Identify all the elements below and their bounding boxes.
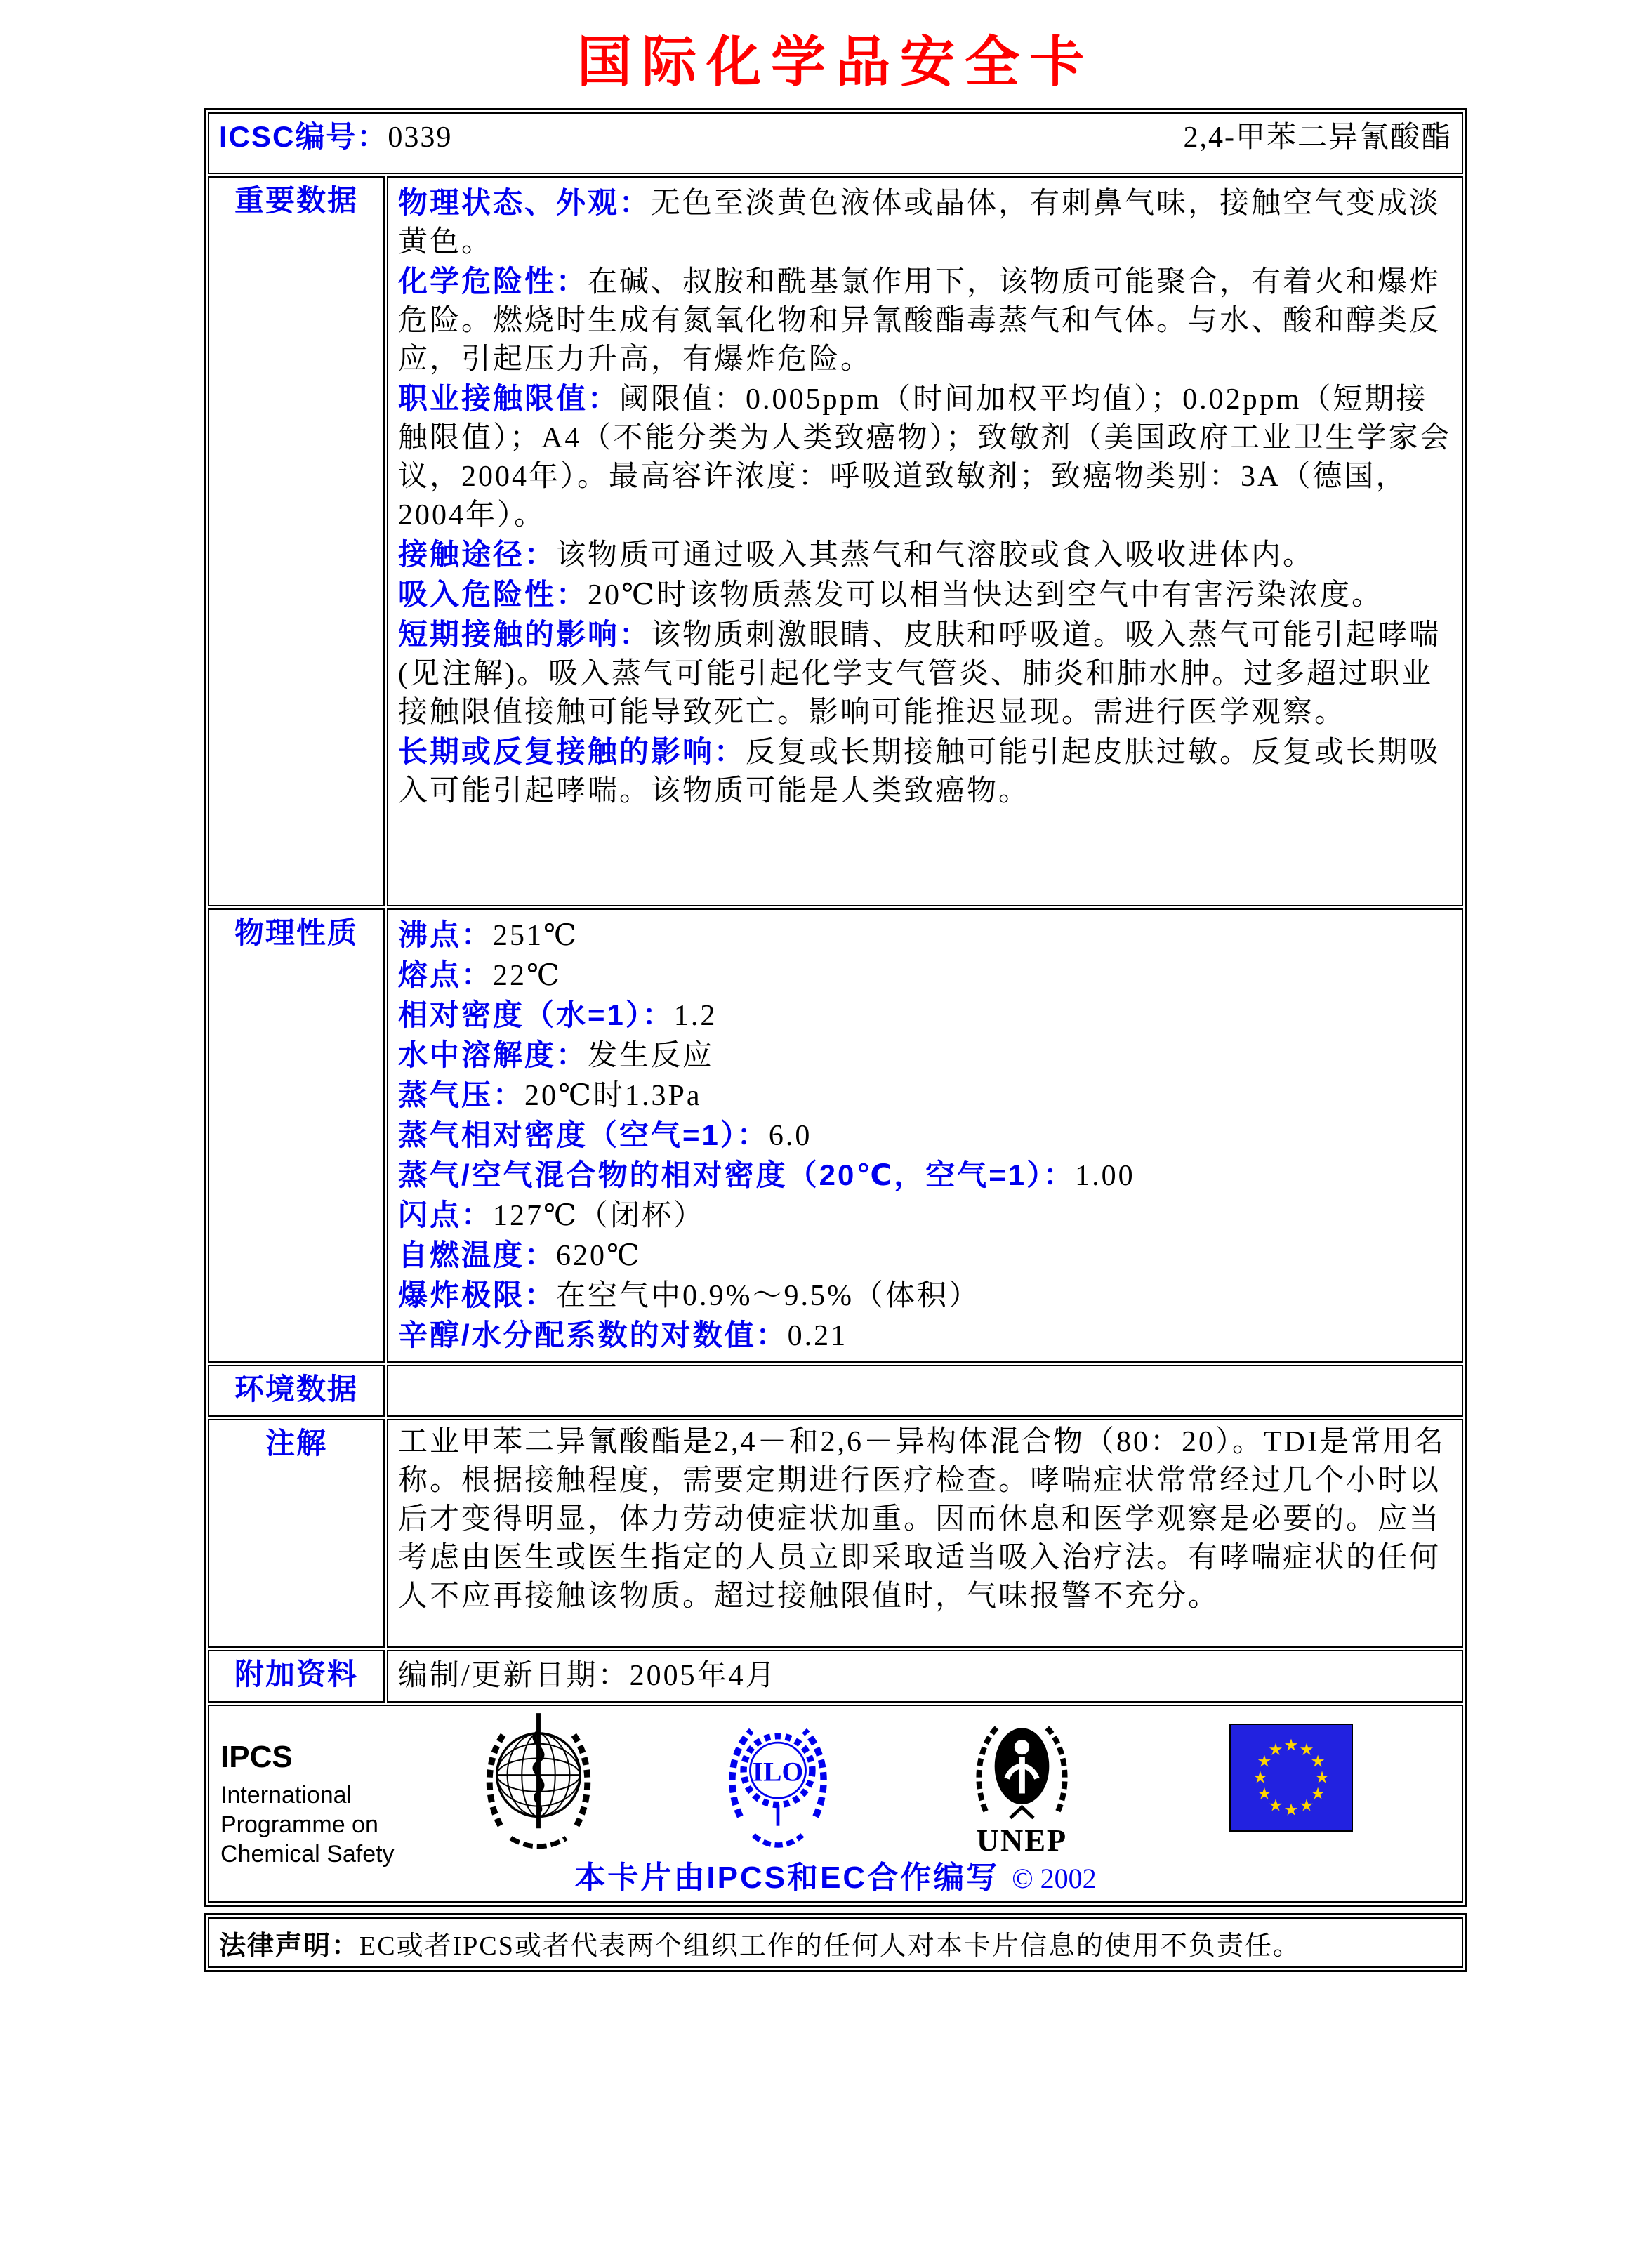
- property-label: 自燃温度：: [398, 1238, 557, 1271]
- ilo-logo-icon: [722, 1712, 834, 1855]
- logos-cell: [208, 1705, 1463, 1903]
- environment-data-row: [208, 1365, 1463, 1417]
- field-label: 物理状态、外观：: [398, 186, 652, 219]
- environment-data-content: [387, 1365, 1463, 1417]
- icsc-number-value: 0339: [388, 121, 453, 154]
- field-label: 化学危险性：: [398, 265, 588, 298]
- legal-text: EC或者IPCS或者代表两个组织工作的任何人对本卡片信息的使用不负责任。: [359, 1931, 1301, 1961]
- property-line: [398, 1196, 1452, 1236]
- field-label: 短期接触的影响：: [398, 618, 652, 651]
- collaboration-line: [209, 1852, 1462, 1897]
- field-label: 吸入危险性：: [398, 578, 588, 611]
- icsc-card-table: [204, 108, 1467, 1907]
- property-line: [398, 915, 1452, 956]
- property-value: 在空气中0.9%～9.5%（体积）: [556, 1280, 980, 1312]
- property-value: 620℃: [556, 1240, 642, 1272]
- ilo-logo-letters: ILO: [752, 1756, 804, 1787]
- property-value: 127℃（闭杯）: [493, 1200, 705, 1232]
- data-item: [398, 615, 1452, 732]
- ipcs-line: Programme on: [220, 1811, 378, 1838]
- legal-row: [208, 1917, 1463, 1968]
- property-label: 相对密度（水=1）：: [398, 998, 674, 1031]
- property-line: [398, 1116, 1452, 1156]
- important-data-content: [387, 176, 1463, 906]
- ipcs-text-block: [220, 1738, 395, 1869]
- ipcs-acronym: IPCS: [220, 1740, 293, 1774]
- property-label: 熔点：: [398, 958, 494, 991]
- property-label: 爆炸极限：: [398, 1278, 557, 1311]
- icsc-number-label: ICSC编号：: [219, 120, 388, 153]
- field-label: 接触途径：: [398, 538, 557, 571]
- data-item: [398, 575, 1452, 615]
- legal-table: [204, 1913, 1467, 1972]
- field-value: 该物质刺激眼睛、皮肤和呼吸道。吸入蒸气可能引起哮喘(见注解)。吸入蒸气可能引起化学支气管炎、肺炎和肺水肿。过多超过职业接触限值接触可能导致死亡。影响可能推迟显现。需进行医学观察。: [398, 619, 1441, 729]
- property-line: [398, 1036, 1452, 1076]
- property-line: [398, 1276, 1452, 1316]
- property-value: 发生反应: [588, 1040, 715, 1072]
- field-value: 反复或长期接触可能引起皮肤过敏。反复或长期吸入可能引起哮喘。该物质可能是人类致癌物。: [398, 736, 1441, 807]
- field-label: 职业接触限值：: [398, 382, 620, 415]
- additional-info-content: [387, 1650, 1463, 1703]
- header-row: [208, 112, 1463, 174]
- property-value: 1.00: [1075, 1160, 1135, 1192]
- chemical-name: 2,4-甲苯二异氰酸酯: [1183, 121, 1452, 154]
- header-cell: [208, 112, 1463, 174]
- field-label: 长期或反复接触的影响：: [398, 735, 746, 768]
- data-item: [398, 262, 1452, 379]
- physical-properties-row: [208, 908, 1463, 1363]
- unep-logo-icon: [964, 1709, 1080, 1858]
- property-line: [398, 1076, 1452, 1116]
- property-value: 6.0: [768, 1120, 812, 1152]
- who-logo-icon: [480, 1709, 597, 1855]
- property-value: 251℃: [493, 920, 579, 952]
- card-container: [204, 0, 1467, 1972]
- notes-content: [387, 1419, 1463, 1648]
- row-label-important-data: 重要数据: [208, 176, 385, 906]
- property-value: 1.2: [673, 1000, 718, 1032]
- field-value: 该物质可通过吸入其蒸气和气溶胶或食入吸收进体内。: [556, 539, 1315, 571]
- notes-row: [208, 1419, 1463, 1648]
- property-label: 水中溶解度：: [398, 1038, 588, 1071]
- ipcs-line: Chemical Safety: [220, 1841, 395, 1867]
- data-item: [398, 732, 1452, 811]
- icsc-number-group: [219, 114, 452, 156]
- important-data-row: [208, 176, 1463, 906]
- field-value: 无色至淡黄色液体或晶体，有刺鼻气味，接触空气变成淡黄色。: [398, 187, 1441, 258]
- ipcs-line: International: [220, 1782, 352, 1809]
- collaboration-text: 本卡片由IPCS和EC合作编写: [574, 1860, 1000, 1895]
- field-value: 20℃时该物质蒸发可以相当快达到空气中有害污染浓度。: [588, 579, 1384, 612]
- unep-logo-letters: UNEP: [976, 1823, 1068, 1858]
- row-label-notes: 注解: [208, 1419, 385, 1648]
- notes-text: 工业甲苯二异氰酸酯是2,4－和2,6－异构体混合物（80：20）。TDI是常用名称。根据接触程度，需要定期进行医疗检查。哮喘症状常常经过几个小时以后才变得明显，体力劳动使症状加重。因而休息和医学观察是必要的。应当考虑由医生或医生指定的人员立即采取适当吸入治疗法。有哮喘症状的任何人不应再接触该物质。超过接触限值时，气味报警不充分。: [398, 1426, 1446, 1613]
- logos-row: [208, 1705, 1463, 1903]
- property-line: [398, 996, 1452, 1036]
- legal-cell: [208, 1917, 1463, 1968]
- field-value: 在碱、叔胺和酰基氯作用下，该物质可能聚合，有着火和爆炸危险。燃烧时生成有氮氧化物和异氰酸酯毒蒸气和气体。与水、酸和醇类反应，引起压力升高，有爆炸危险。: [398, 266, 1441, 376]
- property-label: 辛醇/水分配系数的对数值：: [398, 1318, 788, 1351]
- legal-head: 法律声明：: [219, 1931, 360, 1961]
- property-label: 蒸气/空气混合物的相对密度（20℃，空气=1）：: [398, 1158, 1076, 1191]
- property-line: [398, 1156, 1452, 1196]
- additional-info-row: [208, 1650, 1463, 1703]
- data-item: [398, 535, 1452, 575]
- property-line: [398, 1316, 1452, 1356]
- property-line: [398, 956, 1452, 996]
- data-item: [398, 183, 1452, 262]
- data-item: [398, 379, 1452, 535]
- row-label-additional-info: 附加资料: [208, 1650, 385, 1703]
- update-date-text: 编制/更新日期：2005年4月: [398, 1660, 777, 1692]
- property-value: 0.21: [787, 1320, 848, 1352]
- eu-flag-icon: [1229, 1723, 1354, 1832]
- property-label: 闪点：: [398, 1198, 494, 1231]
- property-label: 蒸气压：: [398, 1078, 525, 1111]
- property-line: [398, 1236, 1452, 1276]
- property-label: 蒸气相对密度（空气=1）：: [398, 1118, 769, 1151]
- row-label-physical-properties: 物理性质: [208, 908, 385, 1363]
- physical-properties-content: [387, 908, 1463, 1363]
- page-title: 国际化学品安全卡: [576, 31, 1094, 93]
- property-value: 22℃: [493, 960, 562, 992]
- property-label: 沸点：: [398, 918, 494, 951]
- property-value: 20℃时1.3Pa: [524, 1080, 702, 1112]
- copyright-text: © 2002: [1012, 1863, 1097, 1894]
- row-label-environment-data: 环境数据: [208, 1365, 385, 1417]
- field-value: 阈限值：0.005ppm（时间加权平均值）；0.02ppm（短期接触限值）；A4（不能分类为人类致癌物）；致敏剂（美国政府工业卫生学家会议，2004年）。最高容许浓度：呼吸道致敏剂；致癌物类别：3A（德国，2004年）。: [398, 383, 1452, 531]
